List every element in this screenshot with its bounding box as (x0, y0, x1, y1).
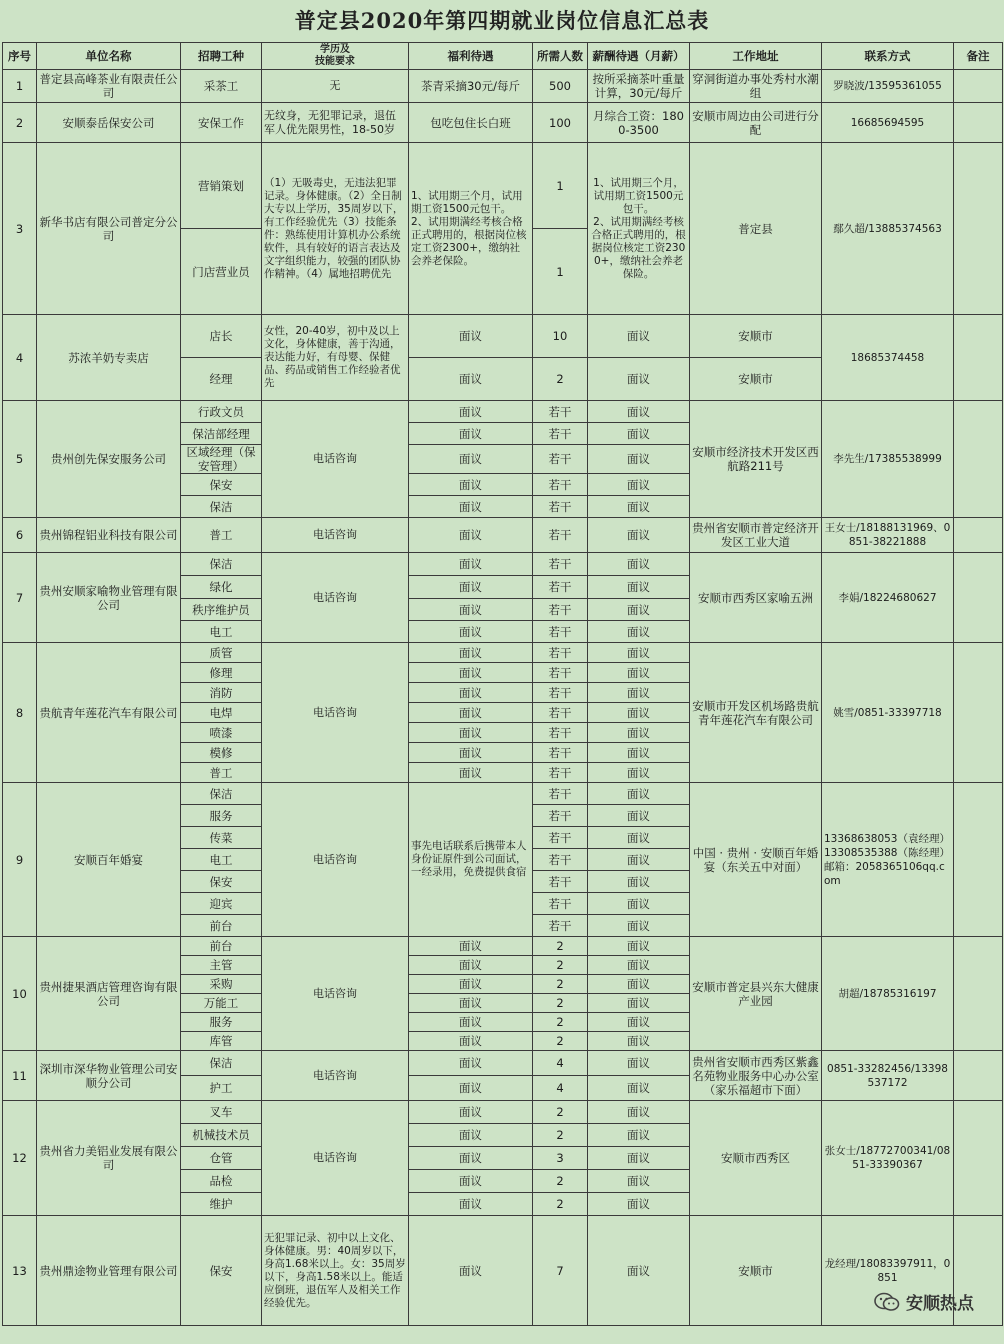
welfare: 包吃包住长白班 (409, 103, 533, 143)
note (954, 70, 1003, 103)
headcount: 若干 (533, 401, 588, 423)
salary: 面议 (588, 937, 690, 956)
welfare: 面议 (409, 445, 533, 474)
row-number: 3 (3, 143, 37, 315)
job-title: 门店营业员 (181, 229, 262, 315)
salary: 面议 (588, 1101, 690, 1124)
job-title: 模修 (181, 743, 262, 763)
welfare: 面议 (409, 956, 533, 975)
headcount: 若干 (533, 849, 588, 871)
contact: 张女士/18772700341/0851-33390367 (822, 1101, 954, 1216)
company-name: 深圳市深华物业管理公司安顺分公司 (37, 1051, 181, 1101)
job-title: 保洁 (181, 496, 262, 518)
headcount: 若干 (533, 703, 588, 723)
headcount: 若干 (533, 743, 588, 763)
row-number: 8 (3, 643, 37, 783)
job-title: 采茶工 (181, 70, 262, 103)
header-row (3, 43, 1003, 70)
salary: 面议 (588, 956, 690, 975)
requirement: 电话咨询 (262, 553, 409, 643)
headcount: 若干 (533, 683, 588, 703)
welfare: 面议 (409, 763, 533, 783)
job-title: 迎宾 (181, 893, 262, 915)
welfare: 面议 (409, 315, 533, 358)
job-title: 服务 (181, 1013, 262, 1032)
watermark (874, 1289, 974, 1314)
company-name: 苏浓羊奶专卖店 (37, 315, 181, 401)
row-number: 1 (3, 70, 37, 103)
headcount: 若干 (533, 915, 588, 937)
contact: 李先生/17385538999 (822, 401, 954, 518)
welfare: 面议 (409, 643, 533, 663)
welfare: 茶青采摘30元/每斤 (409, 70, 533, 103)
row-number: 13 (3, 1216, 37, 1326)
headcount: 若干 (533, 805, 588, 827)
welfare: 事先电话联系后携带本人身份证原件到公司面试，一经录用，免费提供食宿 (409, 783, 533, 937)
work-address: 安顺市 (690, 358, 822, 401)
salary: 面议 (588, 743, 690, 763)
job-title: 前台 (181, 915, 262, 937)
table-row (3, 937, 1003, 956)
welfare: 面议 (409, 743, 533, 763)
job-title: 库管 (181, 1032, 262, 1051)
job-title: 绿化 (181, 576, 262, 599)
welfare: 面议 (409, 1013, 533, 1032)
work-address: 安顺市普定县兴东大健康产业园 (690, 937, 822, 1051)
welfare: 面议 (409, 1032, 533, 1051)
headcount: 1 (533, 229, 588, 315)
requirement: 电话咨询 (262, 783, 409, 937)
requirement: 无 (262, 70, 409, 103)
job-title: 保安 (181, 1216, 262, 1326)
headcount: 若干 (533, 893, 588, 915)
job-title: 行政文员 (181, 401, 262, 423)
requirement: 女性，20-40岁，初中及以上文化，身体健康，善于沟通，表达能力好，有母婴、保健品、药品或销售工作经验者优先 (262, 315, 409, 401)
headcount: 若干 (533, 643, 588, 663)
welfare: 面议 (409, 1101, 533, 1124)
requirement: 电话咨询 (262, 1051, 409, 1101)
salary: 面议 (588, 1216, 690, 1326)
row-number: 11 (3, 1051, 37, 1101)
salary: 面议 (588, 1170, 690, 1193)
headcount: 2 (533, 1032, 588, 1051)
job-title: 保洁 (181, 553, 262, 576)
header-welfare: 福利待遇 (409, 43, 533, 70)
welfare: 面议 (409, 553, 533, 576)
job-title: 秩序维护员 (181, 599, 262, 621)
welfare: 面议 (409, 1051, 533, 1076)
company-name: 贵州鼎途物业管理有限公司 (37, 1216, 181, 1326)
salary: 面议 (588, 445, 690, 474)
headcount: 若干 (533, 621, 588, 643)
job-title: 经理 (181, 358, 262, 401)
table-row (3, 143, 1003, 229)
headcount: 若干 (533, 599, 588, 621)
job-title: 保洁 (181, 783, 262, 805)
job-title: 机械技术员 (181, 1124, 262, 1147)
welfare: 面议 (409, 663, 533, 683)
requirement: 电话咨询 (262, 518, 409, 553)
work-address: 安顺市周边由公司进行分配 (690, 103, 822, 143)
note (954, 518, 1003, 553)
salary: 面议 (588, 915, 690, 937)
salary: 按所采摘茶叶重量计算，30元/每斤 (588, 70, 690, 103)
wechat-icon (874, 1292, 900, 1312)
welfare: 面议 (409, 599, 533, 621)
requirement: （1）无吸毒史，无违法犯罪记录。身体健康。（2）全日制大专以上学历，35周岁以下，有工作经验优先（3）技能条件：熟练使用计算机办公系统软件，具有较好的语言表达及文字组织能力，较强的团队协作精神。（4）属地招聘优先 (262, 143, 409, 315)
table-row (3, 1216, 1003, 1326)
header-requirement: 学历及 技能要求 (262, 43, 409, 70)
headcount: 2 (533, 1124, 588, 1147)
requirement: 电话咨询 (262, 643, 409, 783)
salary: 面议 (588, 975, 690, 994)
headcount: 2 (533, 1193, 588, 1216)
contact: 罗晓波/13595361055 (822, 70, 954, 103)
salary: 面议 (588, 1032, 690, 1051)
row-number: 5 (3, 401, 37, 518)
headcount: 若干 (533, 553, 588, 576)
header-salary: 薪酬待遇（月薪） (588, 43, 690, 70)
welfare: 面议 (409, 975, 533, 994)
work-address: 安顺市开发区机场路贵航青年莲花汽车有限公司 (690, 643, 822, 783)
job-title: 传菜 (181, 827, 262, 849)
job-title: 叉车 (181, 1101, 262, 1124)
job-title: 主管 (181, 956, 262, 975)
headcount: 若干 (533, 723, 588, 743)
salary: 面议 (588, 518, 690, 553)
salary: 面议 (588, 599, 690, 621)
salary: 面议 (588, 423, 690, 445)
note (954, 1101, 1003, 1216)
headcount: 若干 (533, 518, 588, 553)
welfare: 面议 (409, 994, 533, 1013)
salary: 面议 (588, 663, 690, 683)
salary: 面议 (588, 1193, 690, 1216)
headcount: 10 (533, 315, 588, 358)
work-address: 贵州省安顺市普定经济开发区工业大道 (690, 518, 822, 553)
requirement: 电话咨询 (262, 937, 409, 1051)
table-row (3, 553, 1003, 576)
headcount: 2 (533, 1170, 588, 1193)
welfare: 面议 (409, 358, 533, 401)
salary: 面议 (588, 1013, 690, 1032)
job-title: 区域经理（保安管理） (181, 445, 262, 474)
note (954, 783, 1003, 937)
salary: 面议 (588, 893, 690, 915)
table-row (3, 518, 1003, 553)
welfare: 面议 (409, 496, 533, 518)
contact: 16685694595 (822, 103, 954, 143)
job-title: 安保工作 (181, 103, 262, 143)
salary: 面议 (588, 783, 690, 805)
row-number: 6 (3, 518, 37, 553)
table-row (3, 1101, 1003, 1124)
welfare: 面议 (409, 474, 533, 496)
note (954, 401, 1003, 518)
job-title: 质管 (181, 643, 262, 663)
job-title: 普工 (181, 763, 262, 783)
requirement: 无纹身，无犯罪记录，退伍军人优先限男性，18-50岁 (262, 103, 409, 143)
job-title: 仓管 (181, 1147, 262, 1170)
headcount: 若干 (533, 423, 588, 445)
salary: 面议 (588, 1147, 690, 1170)
note (954, 553, 1003, 643)
salary: 面议 (588, 358, 690, 401)
salary: 面议 (588, 643, 690, 663)
salary: 面议 (588, 871, 690, 893)
row-number: 2 (3, 103, 37, 143)
contact: 姚雪/0851-33397718 (822, 643, 954, 783)
headcount: 4 (533, 1076, 588, 1101)
job-title: 前台 (181, 937, 262, 956)
contact: 龙经理/18083397911，0851 (822, 1216, 954, 1326)
welfare: 面议 (409, 423, 533, 445)
note (954, 643, 1003, 783)
headcount: 2 (533, 358, 588, 401)
company-name: 贵州锦程铝业科技有限公司 (37, 518, 181, 553)
welfare: 面议 (409, 1216, 533, 1326)
job-title: 保安 (181, 474, 262, 496)
welfare: 面议 (409, 937, 533, 956)
table-row (3, 401, 1003, 423)
headcount: 2 (533, 975, 588, 994)
contact: 王女士/18188131969、0851-38221888 (822, 518, 954, 553)
salary: 面议 (588, 1124, 690, 1147)
welfare: 面议 (409, 1147, 533, 1170)
welfare: 面议 (409, 1193, 533, 1216)
header-count: 所需人数 (533, 43, 588, 70)
table-row (3, 643, 1003, 663)
company-name: 安顺泰岳保安公司 (37, 103, 181, 143)
job-title: 电工 (181, 621, 262, 643)
headcount: 500 (533, 70, 588, 103)
salary: 1、试用期三个月，试用期工资1500元包干。 2、试用期满经考核合格正式聘用的，根据岗位核定工资2300+，缴纳社会养老保险。 (588, 143, 690, 315)
headcount: 7 (533, 1216, 588, 1326)
requirement: 电话咨询 (262, 401, 409, 518)
salary: 面议 (588, 496, 690, 518)
company-name: 贵航青年莲花汽车有限公司 (37, 643, 181, 783)
salary: 面议 (588, 849, 690, 871)
contact: 13368638053（袁经理）13308535388（陈经理）邮箱：2058365106qq.com (822, 783, 954, 937)
salary: 面议 (588, 553, 690, 576)
job-title: 保洁部经理 (181, 423, 262, 445)
header-note: 备注 (954, 43, 1003, 70)
watermark-text: 安顺热点 (906, 1294, 974, 1314)
row-number: 12 (3, 1101, 37, 1216)
headcount: 3 (533, 1147, 588, 1170)
work-address: 中国 · 贵州 · 安顺百年婚宴（东关五中对面） (690, 783, 822, 937)
welfare: 面议 (409, 683, 533, 703)
company-name: 贵州省力美铝业发展有限公司 (37, 1101, 181, 1216)
job-title: 电焊 (181, 703, 262, 723)
contact: 0851-33282456/13398537172 (822, 1051, 954, 1101)
salary: 面议 (588, 683, 690, 703)
headcount: 若干 (533, 496, 588, 518)
salary: 面议 (588, 805, 690, 827)
table-row (3, 315, 1003, 358)
header-address: 工作地址 (690, 43, 822, 70)
work-address: 安顺市经济技术开发区西航路211号 (690, 401, 822, 518)
welfare: 面议 (409, 1170, 533, 1193)
job-title: 普工 (181, 518, 262, 553)
welfare: 面议 (409, 621, 533, 643)
job-table (2, 42, 1003, 1326)
work-address: 安顺市西秀区家喻五洲 (690, 553, 822, 643)
job-title: 采购 (181, 975, 262, 994)
job-title: 电工 (181, 849, 262, 871)
headcount: 100 (533, 103, 588, 143)
company-name: 贵州捷果酒店管理咨询有限公司 (37, 937, 181, 1051)
note (954, 103, 1003, 143)
contact: 胡超/18785316197 (822, 937, 954, 1051)
job-title: 营销策划 (181, 143, 262, 229)
row-number: 10 (3, 937, 37, 1051)
work-address: 安顺市 (690, 315, 822, 358)
salary: 面议 (588, 703, 690, 723)
welfare: 面议 (409, 723, 533, 743)
welfare: 面议 (409, 1076, 533, 1101)
headcount: 若干 (533, 474, 588, 496)
headcount: 若干 (533, 576, 588, 599)
work-address: 普定县 (690, 143, 822, 315)
welfare: 面议 (409, 518, 533, 553)
salary: 面议 (588, 1051, 690, 1076)
job-title: 消防 (181, 683, 262, 703)
row-number: 7 (3, 553, 37, 643)
welfare: 面议 (409, 703, 533, 723)
work-address: 贵州省安顺市西秀区紫鑫名苑物业服务中心办公室（家乐福超市下面） (690, 1051, 822, 1101)
salary: 面议 (588, 315, 690, 358)
requirement: 无犯罪记录、初中以上文化、身体健康。男：40周岁以下，身高1.68米以上。女：35周岁以下，身高1.58米以上。能适应倒班，退伍军人及相关工作经验优先。 (262, 1216, 409, 1326)
work-address: 安顺市西秀区 (690, 1101, 822, 1216)
headcount: 2 (533, 994, 588, 1013)
company-name: 贵州创先保安服务公司 (37, 401, 181, 518)
job-title: 店长 (181, 315, 262, 358)
headcount: 2 (533, 956, 588, 975)
header-contact: 联系方式 (822, 43, 954, 70)
salary: 面议 (588, 401, 690, 423)
note (954, 1051, 1003, 1101)
welfare: 面议 (409, 401, 533, 423)
job-title: 万能工 (181, 994, 262, 1013)
job-title: 品检 (181, 1170, 262, 1193)
salary: 面议 (588, 621, 690, 643)
job-title: 服务 (181, 805, 262, 827)
headcount: 若干 (533, 783, 588, 805)
job-title: 修理 (181, 663, 262, 683)
company-name: 普定县高峰茶业有限责任公司 (37, 70, 181, 103)
salary: 面议 (588, 1076, 690, 1101)
job-title: 保洁 (181, 1051, 262, 1076)
header-job: 招聘工种 (181, 43, 262, 70)
header-company: 单位名称 (37, 43, 181, 70)
headcount: 2 (533, 1013, 588, 1032)
header-no: 序号 (3, 43, 37, 70)
headcount: 若干 (533, 663, 588, 683)
company-name: 新华书店有限公司普定分公司 (37, 143, 181, 315)
table-row (3, 1051, 1003, 1076)
salary: 面议 (588, 827, 690, 849)
work-address: 穿洞街道办事处秀村水潮组 (690, 70, 822, 103)
welfare: 面议 (409, 1124, 533, 1147)
note (954, 143, 1003, 315)
salary: 面议 (588, 576, 690, 599)
headcount: 4 (533, 1051, 588, 1076)
salary: 面议 (588, 723, 690, 743)
headcount: 若干 (533, 827, 588, 849)
job-title: 保安 (181, 871, 262, 893)
requirement: 电话咨询 (262, 1101, 409, 1216)
note (954, 937, 1003, 1051)
headcount: 2 (533, 1101, 588, 1124)
contact: 鄢久超/13885374563 (822, 143, 954, 315)
salary: 面议 (588, 474, 690, 496)
salary: 面议 (588, 763, 690, 783)
work-address: 安顺市 (690, 1216, 822, 1326)
table-row (3, 103, 1003, 143)
salary: 月综合工资：1800-3500 (588, 103, 690, 143)
row-number: 9 (3, 783, 37, 937)
contact: 18685374458 (822, 315, 954, 401)
headcount: 1 (533, 143, 588, 229)
salary: 面议 (588, 994, 690, 1013)
table-row (3, 70, 1003, 103)
company-name: 贵州安顺家喻物业管理有限公司 (37, 553, 181, 643)
contact: 李娟/18224680627 (822, 553, 954, 643)
note (954, 315, 1003, 401)
job-title: 护工 (181, 1076, 262, 1101)
headcount: 若干 (533, 763, 588, 783)
table-row (3, 783, 1003, 805)
welfare: 1、试用期三个月，试用期工资1500元包干。 2、试用期满经考核合格正式聘用的，根据岗位核定工资2300+，缴纳社会养老保险。 (409, 143, 533, 315)
welfare: 面议 (409, 576, 533, 599)
headcount: 若干 (533, 871, 588, 893)
row-number: 4 (3, 315, 37, 401)
job-title: 喷漆 (181, 723, 262, 743)
headcount: 2 (533, 937, 588, 956)
job-title: 维护 (181, 1193, 262, 1216)
sheet-title: 普定县2020年第四期就业岗位信息汇总表 (294, 8, 710, 33)
headcount: 若干 (533, 445, 588, 474)
company-name: 安顺百年婚宴 (37, 783, 181, 937)
